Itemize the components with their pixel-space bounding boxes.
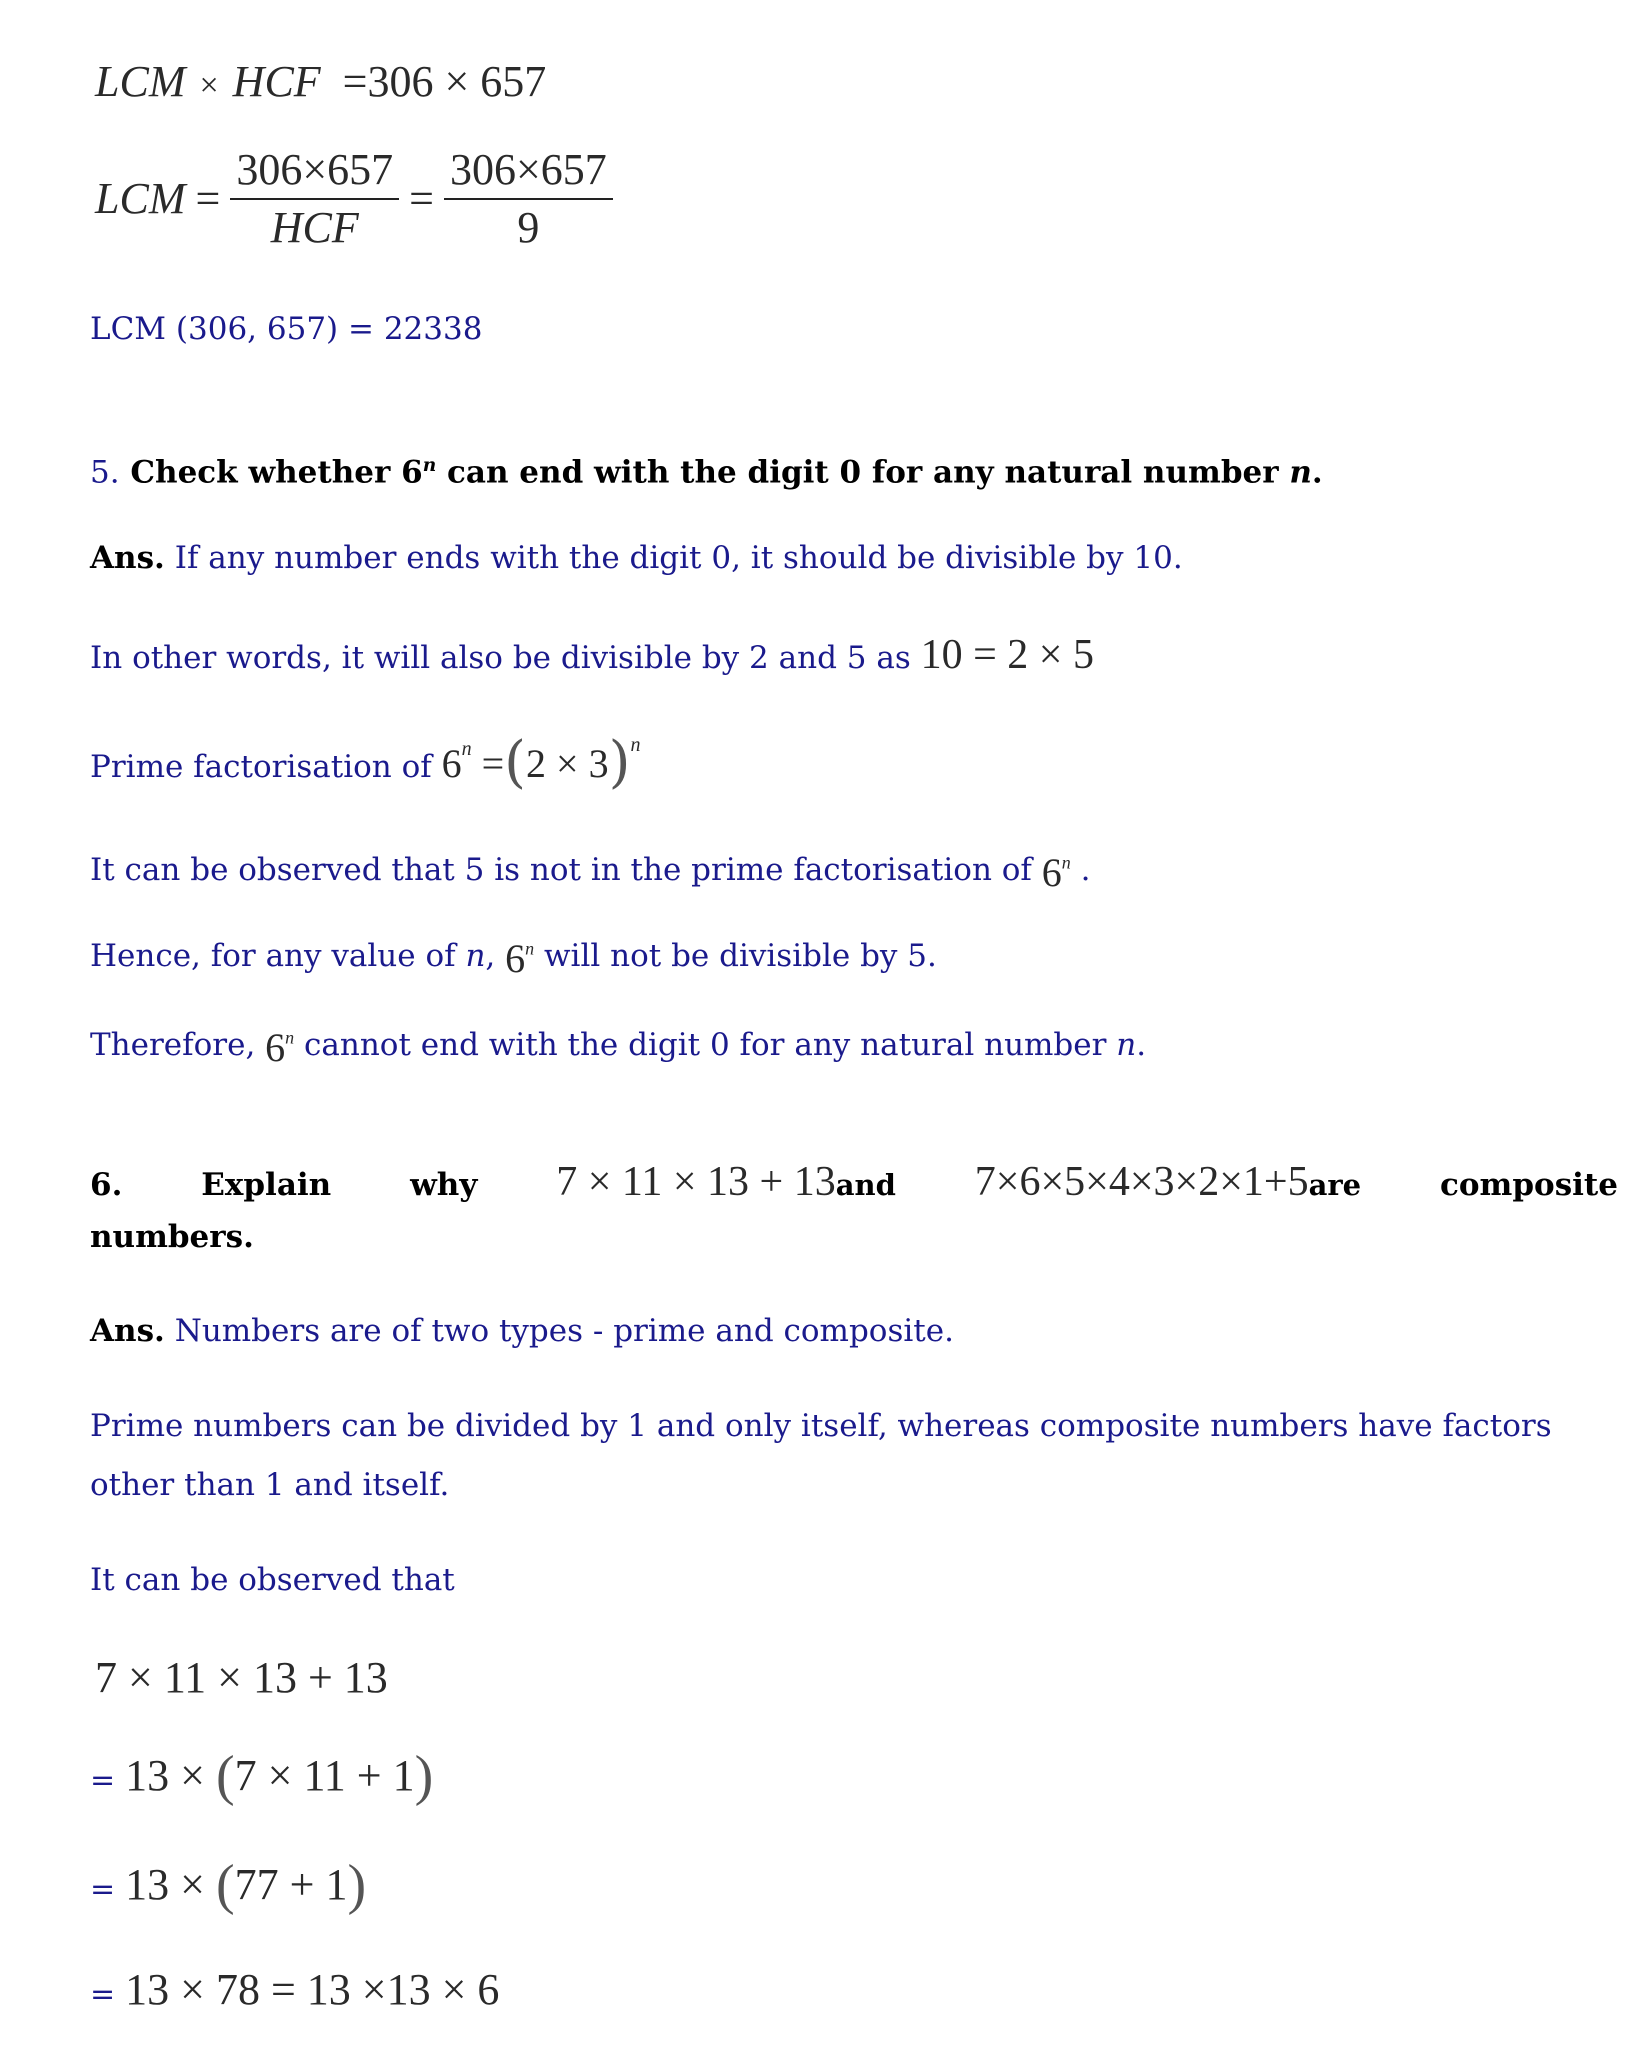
line-text: Prime factorisation of — [90, 749, 442, 785]
equals-sign: = — [471, 741, 505, 786]
question-word: and — [835, 1168, 896, 1202]
step-expression: 13 × — [125, 1751, 216, 1800]
open-paren: ( — [215, 1745, 235, 1807]
open-paren: ( — [215, 1854, 235, 1916]
math-expression: 2 × 3 — [526, 741, 609, 786]
math-exponent: n — [1061, 852, 1071, 873]
q5-line-6 — [90, 1025, 1147, 1070]
step-expression: 13 × 78 = 13 ×13 × 6 — [125, 1965, 500, 2014]
punctuation: . — [1311, 454, 1323, 491]
q5-answer-line — [90, 540, 1183, 576]
question-text: Check whether 6 — [130, 454, 423, 491]
equals-sign: = — [409, 174, 434, 223]
close-paren: ) — [608, 730, 631, 795]
close-paren: ) — [414, 1745, 434, 1807]
variable: n — [465, 938, 486, 974]
q5-line-5 — [90, 936, 937, 981]
question-number: 5. — [90, 454, 120, 491]
line-text: will not be divisible by 5. — [534, 938, 937, 974]
lcm-symbol: LCM — [95, 57, 186, 106]
answer-text: If any number ends with the digit 0, it should be divisible by 10. — [164, 540, 1183, 576]
math-base: 6 — [1041, 850, 1062, 895]
fraction-2 — [444, 145, 613, 252]
q6-paragraph-1: Prime numbers can be divided by 1 and only itself, whereas composite numbers have factors — [90, 1408, 1552, 1444]
step-1 — [95, 1653, 388, 1702]
fraction-2-denominator: 9 — [517, 203, 540, 252]
fraction-1-numerator: 306×657 — [230, 148, 399, 200]
step-2 — [90, 1745, 434, 1807]
equals-sign: = — [195, 174, 221, 223]
close-paren: ) — [347, 1854, 367, 1916]
line-text: In other words, it will also be divisible by 2 and 5 as — [90, 640, 921, 676]
math-exponent: n — [525, 938, 535, 959]
answer-label: Ans. — [90, 540, 165, 576]
equals-sign: = — [90, 1763, 116, 1798]
step-inner-expression: 7 × 11 + 1 — [234, 1751, 415, 1800]
punctuation: , — [485, 938, 506, 974]
question-word: are — [1308, 1168, 1362, 1202]
fraction-1-denominator: HCF — [270, 203, 359, 252]
exponent: n — [422, 455, 437, 476]
math-exponent: n — [630, 734, 641, 756]
math-expression-1: 7 × 11 × 13 + 13 — [556, 1159, 836, 1205]
line-text: It can be observed that 5 is not in the prime factorisation of — [90, 852, 1042, 888]
question-word: why — [410, 1167, 478, 1203]
hcf-symbol: HCF — [232, 57, 321, 106]
question-6-continued: numbers. — [90, 1219, 254, 1255]
question-number: 6. — [90, 1167, 123, 1203]
punctuation: . — [1136, 1027, 1147, 1063]
step-3 — [90, 1854, 367, 1916]
math-base: 6 — [505, 936, 526, 981]
q6-paragraph-1-cont: other than 1 and itself. — [90, 1467, 450, 1503]
punctuation: . — [1070, 852, 1091, 888]
lcm-symbol: LCM — [95, 174, 186, 223]
lcm-hcf-equation — [95, 57, 547, 106]
step-expression: 13 × — [125, 1860, 216, 1909]
question-expressions-2 — [975, 1158, 1361, 1206]
math-exponent: n — [461, 738, 472, 760]
lcm-fraction-equation — [95, 145, 613, 252]
question-word: Explain — [201, 1167, 332, 1203]
math-base: 6 — [265, 1025, 286, 1070]
step-expression: 7 × 11 × 13 + 13 — [95, 1653, 388, 1702]
answer-text: Numbers are of two types - prime and composite. — [164, 1313, 954, 1349]
fraction-2-numerator: 306×657 — [444, 148, 613, 200]
question-6 — [90, 1158, 1618, 1206]
line-text: Therefore, — [90, 1027, 266, 1063]
lcm-result: LCM (306, 657) = 22338 — [90, 311, 483, 347]
question-word: composite — [1439, 1167, 1618, 1203]
step-inner-expression: 77 + 1 — [234, 1860, 348, 1909]
q5-line-4 — [90, 850, 1091, 895]
line-text: Hence, for any value of — [90, 938, 466, 974]
q5-line-2 — [90, 634, 1094, 676]
times-symbol: × — [199, 67, 219, 104]
lcm-hcf-rhs: =306 × 657 — [342, 57, 547, 106]
math-expression: 10 = 2 × 5 — [920, 632, 1094, 678]
math-base: 6 — [441, 741, 462, 786]
question-text: can end with the digit 0 for any natural number — [436, 454, 1290, 491]
q6-paragraph-2: It can be observed that — [90, 1562, 455, 1598]
equals-sign: = — [90, 1872, 116, 1907]
step-4 — [90, 1965, 500, 2014]
question-5 — [90, 454, 1323, 491]
math-exponent: n — [285, 1027, 295, 1048]
variable: n — [1289, 454, 1312, 491]
fraction-1 — [230, 145, 399, 252]
q5-line-3 — [90, 730, 641, 795]
question-expressions — [556, 1158, 896, 1206]
equals-sign: = — [90, 1977, 116, 2012]
q6-answer-line — [90, 1313, 954, 1349]
variable: n — [1116, 1027, 1137, 1063]
open-paren: ( — [504, 730, 527, 795]
math-expression-2: 7×6×5×4×3×2×1+5 — [974, 1159, 1309, 1205]
line-text: cannot end with the digit 0 for any natural number — [294, 1027, 1117, 1063]
answer-label: Ans. — [90, 1313, 165, 1349]
